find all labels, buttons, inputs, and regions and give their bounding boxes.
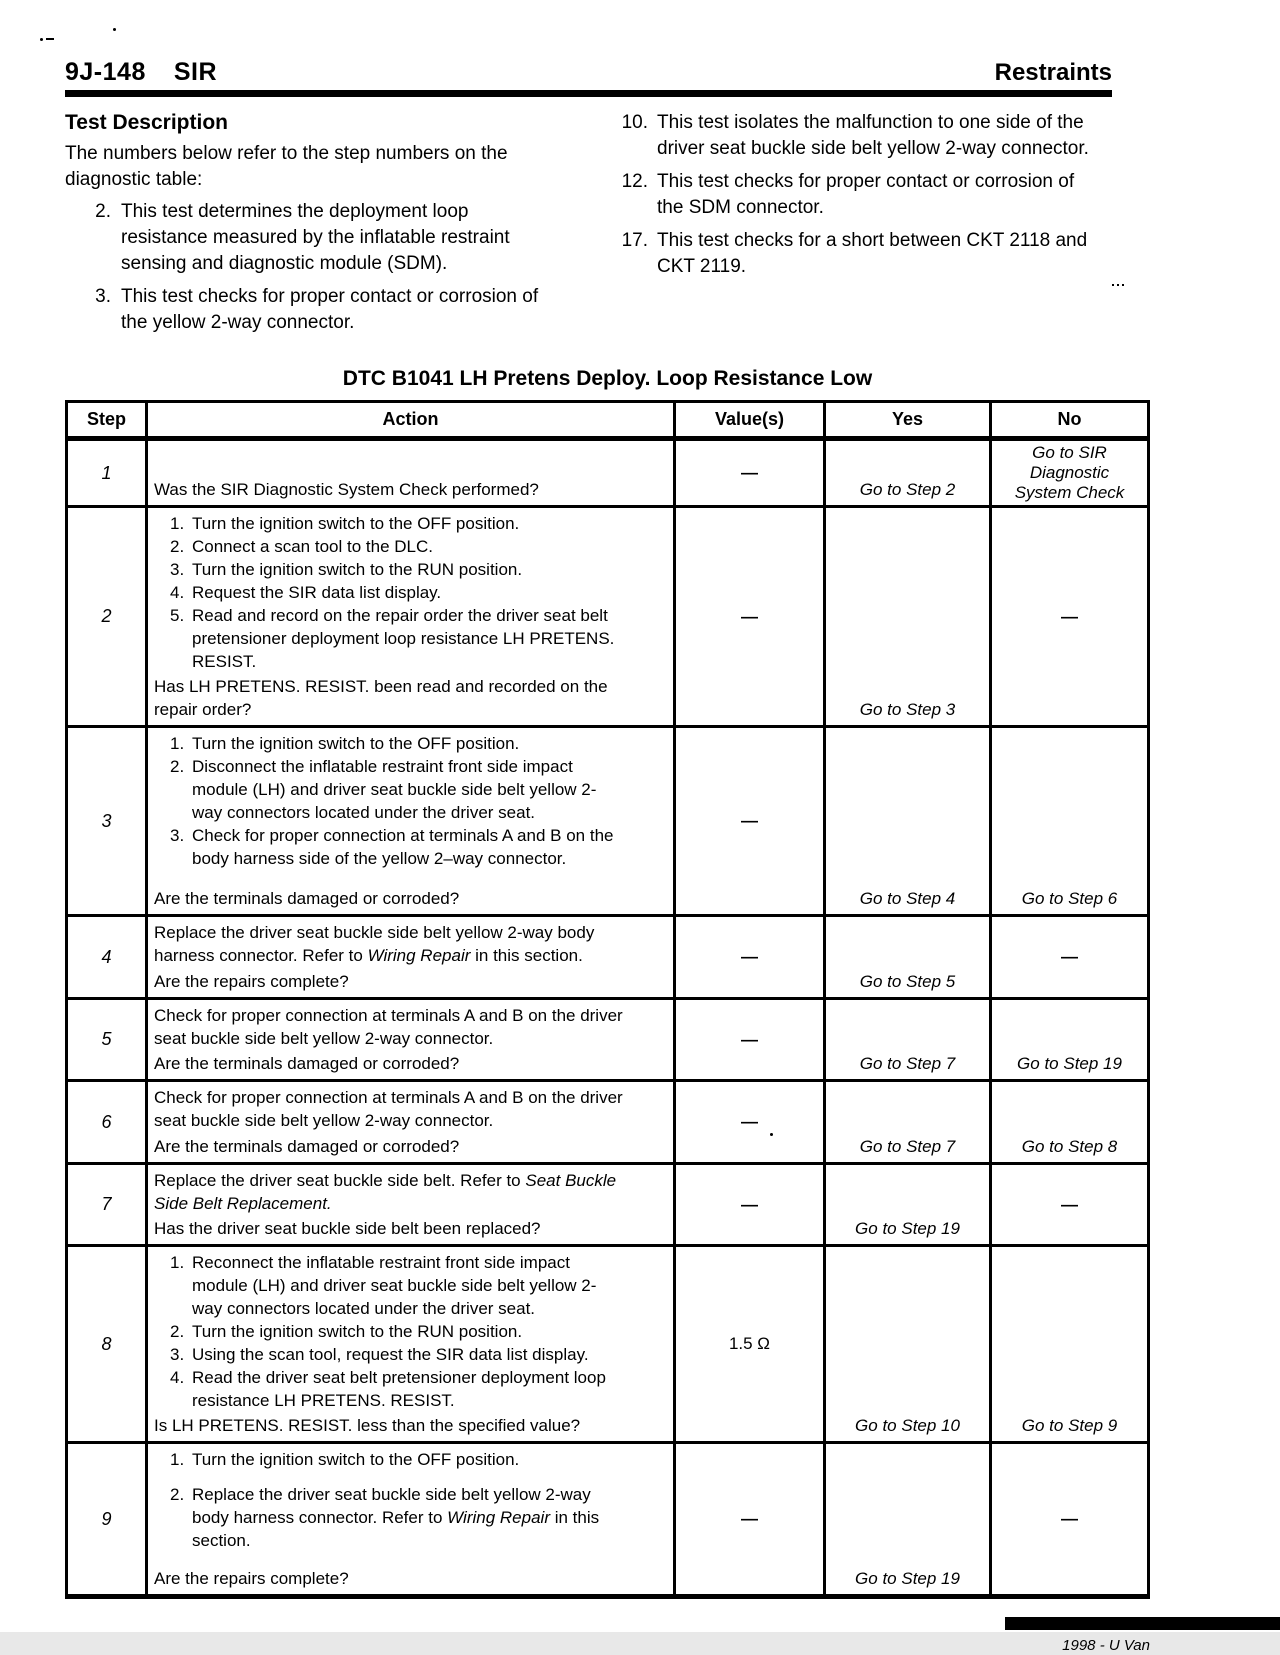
table-row (68, 1441, 1147, 1594)
diagnostic-table (65, 400, 1150, 1599)
action-step-item (170, 1251, 625, 1320)
step-number: 8 (101, 1333, 112, 1354)
step-cell (68, 441, 145, 505)
description-item (618, 169, 1150, 221)
no-cell (989, 1082, 1147, 1162)
item-text: Turn the ignition switch to the RUN position. (192, 1322, 523, 1341)
table-row (68, 914, 1147, 997)
step-number: 1 (101, 462, 112, 483)
step-number: 5 (101, 1029, 112, 1049)
yes-text: Go to Step 2 (859, 480, 956, 499)
page-content (65, 0, 1150, 1655)
value-dash: — (741, 1194, 758, 1214)
yes-text: Go to Step 7 (859, 1054, 956, 1073)
item-text-part: Replace the driver seat buckle side belt yellow 2-way body harness connector. Refer to (192, 1485, 591, 1527)
no-cell (989, 728, 1147, 914)
value-dash: — (741, 1112, 758, 1131)
action-step-item (170, 1320, 625, 1343)
action-text: Check for proper connection at terminals A and B on the driver seat buckle side belt yellow 2-way connector. (154, 1006, 623, 1048)
table-header-row (68, 403, 1147, 438)
value-dash: — (741, 463, 758, 482)
item-number: 4. (170, 583, 185, 602)
action-step-item (170, 824, 625, 870)
item-number: 17. (621, 230, 648, 251)
action-cell (145, 508, 673, 725)
no-dash: — (1061, 947, 1078, 966)
description-item (618, 110, 1150, 162)
test-description-heading: Test Description (65, 111, 228, 134)
action-step-item (170, 604, 625, 673)
no-text: Go to Step 19 (1017, 1054, 1122, 1073)
action-step-item (170, 558, 625, 581)
action-question: Has the driver seat buckle side belt been replaced? (154, 1219, 541, 1238)
yes-text: Go to Step 19 (855, 1219, 960, 1238)
item-number: 1. (170, 514, 185, 533)
item-text: This test determines the deployment loop resistance measured by the inflatable restraint sensing and diagnostic module (SDM). (121, 201, 510, 274)
action-step-item (170, 1448, 625, 1471)
test-description-section (65, 110, 1150, 343)
action-step-item (170, 581, 625, 604)
item-text: Turn the ignition switch to the OFF position. (192, 1450, 520, 1469)
step-cell (68, 728, 145, 914)
action-text-italic: Wiring Repair (367, 946, 471, 965)
step-cell (68, 1082, 145, 1162)
item-number: 2. (170, 1322, 185, 1341)
yes-cell (823, 728, 989, 914)
no-cell (989, 917, 1147, 997)
item-number: 10. (621, 112, 648, 133)
step-cell (68, 1165, 145, 1244)
header-rule (65, 90, 1112, 97)
yes-cell (823, 1444, 989, 1594)
yes-cell (823, 1082, 989, 1162)
item-text: Read the driver seat belt pretensioner deployment loop resistance LH PRETENS. RESIST. (192, 1368, 606, 1410)
no-text: Go to Step 9 (1021, 1416, 1118, 1435)
scan-artifact (46, 38, 54, 40)
action-step-item (170, 1366, 625, 1412)
no-dash: — (1061, 606, 1078, 626)
value-cell (673, 917, 823, 997)
item-text: Check for proper connection at terminals A and B on the body harness side of the yellow 2–way connector. (192, 826, 614, 868)
action-text (154, 921, 625, 967)
yes-text: Go to Step 7 (859, 1137, 956, 1156)
item-number: 2. (170, 1485, 185, 1504)
action-cell (145, 1247, 673, 1441)
action-text-part: in this section. (470, 946, 583, 965)
page-header (65, 58, 1112, 87)
action-question: Are the repairs complete? (154, 972, 349, 991)
value-cell (673, 1444, 823, 1594)
no-cell (989, 508, 1147, 725)
item-text (192, 1483, 620, 1552)
item-text: Turn the ignition switch to the OFF position. (192, 514, 520, 533)
value-cell (673, 508, 823, 725)
item-text: This test isolates the malfunction to one side of the driver seat buckle side belt yellow 2-way connector. (657, 112, 1089, 159)
item-text: Request the SIR data list display. (192, 583, 442, 602)
value-cell (673, 1000, 823, 1079)
action-cell (145, 728, 673, 914)
action-text-italic: Seat Buckle Side Belt Replacement. (154, 1171, 617, 1213)
action-text-part: Replace the driver seat buckle side belt. Refer to (154, 1171, 526, 1190)
section-title: SIR (173, 58, 218, 86)
item-number: 2. (170, 537, 185, 556)
column-header-step: Step (86, 409, 126, 429)
description-left-column (65, 110, 618, 343)
table-row (68, 997, 1147, 1079)
yes-text: Go to Step 5 (859, 972, 956, 991)
step-number: 3 (101, 810, 112, 831)
scan-artifact (770, 1133, 773, 1136)
table-row (68, 1162, 1147, 1244)
item-number: 2. (170, 757, 185, 776)
item-text: Connect a scan tool to the DLC. (192, 537, 433, 556)
value-dash: — (741, 947, 758, 966)
value-dash: — (741, 606, 758, 626)
action-question: Has LH PRETENS. RESIST. been read and recorded on the repair order? (154, 677, 608, 719)
item-number: 4. (170, 1368, 185, 1387)
action-cell (145, 1000, 673, 1079)
value-dash: — (741, 1509, 758, 1528)
edition-label: 1998 - U Van (1062, 1637, 1150, 1654)
action-step-item (170, 512, 625, 535)
yes-cell (823, 917, 989, 997)
no-cell (989, 441, 1147, 505)
table-row (68, 1079, 1147, 1162)
scan-artifact (1117, 284, 1119, 286)
item-number: 1. (170, 1253, 185, 1272)
action-question: Are the terminals damaged or corroded? (154, 1054, 460, 1073)
yes-text: Go to Step 10 (855, 1416, 960, 1435)
table-title: DTC B1041 LH Pretens Deploy. Loop Resistance Low (342, 367, 873, 390)
value-cell (673, 441, 823, 505)
no-cell (989, 1247, 1147, 1441)
yes-cell (823, 1000, 989, 1079)
action-cell (145, 441, 673, 505)
item-number: 1. (170, 1450, 185, 1469)
yes-cell (823, 441, 989, 505)
action-step-item (170, 535, 625, 558)
value-text: 1.5 Ω (728, 1334, 771, 1353)
action-question: Are the terminals damaged or corroded? (154, 889, 460, 908)
step-cell (68, 1000, 145, 1079)
step-cell (68, 1247, 145, 1441)
column-header-yes: Yes (823, 403, 989, 436)
yes-cell (823, 1165, 989, 1244)
item-text: This test checks for proper contact or corrosion of the SDM connector. (657, 171, 1075, 218)
page-header-left (65, 58, 217, 87)
test-description-intro: The numbers below refer to the step numbers on the diagnostic table: (65, 143, 508, 190)
item-text: Read and record on the repair order the driver seat belt pretensioner deployment loop resistance LH PRETENS. RESIST. (192, 606, 615, 671)
action-question: Are the repairs complete? (154, 1569, 349, 1588)
action-step-item (170, 755, 625, 824)
value-dash: — (741, 1029, 758, 1049)
item-text: Disconnect the inflatable restraint front side impact module (LH) and driver seat buckle side belt yellow 2-way connectors located under the driver seat. (192, 757, 597, 822)
scan-artifact (1122, 284, 1124, 286)
item-text-italic: Wiring Repair (447, 1508, 550, 1527)
item-number: 3. (170, 560, 185, 579)
description-item (85, 199, 618, 277)
column-header-value: Value(s) (673, 403, 823, 436)
scan-bar (1005, 1617, 1280, 1630)
action-cell (145, 1165, 673, 1244)
no-cell (989, 1444, 1147, 1594)
table-row (68, 438, 1147, 505)
step-cell (68, 917, 145, 997)
page-number: 9J-148 (65, 58, 146, 86)
scan-artifact (113, 28, 116, 31)
item-text: Reconnect the inflatable restraint front side impact module (LH) and driver seat buckle side belt yellow 2-way connectors located under the driver seat. (192, 1253, 597, 1318)
scan-artifact (1112, 284, 1114, 286)
action-step-item (170, 1343, 625, 1366)
yes-cell (823, 508, 989, 725)
step-number: 4 (101, 946, 112, 967)
no-text-line: Go to SIR (1032, 443, 1107, 462)
column-header-action: Action (145, 403, 673, 436)
yes-text: Go to Step 3 (859, 700, 956, 719)
no-dash: — (1061, 1194, 1078, 1214)
yes-text: Go to Step 4 (859, 889, 956, 908)
action-question: Was the SIR Diagnostic System Check performed? (154, 480, 539, 499)
column-header-no: No (989, 403, 1147, 436)
value-cell (673, 728, 823, 914)
value-cell (673, 1082, 823, 1162)
item-text: Using the scan tool, request the SIR data list display. (192, 1345, 589, 1364)
item-text: This test checks for proper contact or corrosion of the yellow 2-way connector. (121, 286, 539, 333)
no-cell (989, 1165, 1147, 1244)
action-text: Check for proper connection at terminals A and B on the driver seat buckle side belt yellow 2-way connector. (154, 1088, 623, 1130)
item-text: This test checks for a short between CKT 2118 and CKT 2119. (657, 230, 1088, 277)
no-text: Go to Step 6 (1021, 889, 1118, 908)
description-item (85, 284, 618, 336)
table-row (68, 1244, 1147, 1441)
item-number: 3. (170, 826, 185, 845)
item-text: Turn the ignition switch to the OFF position. (192, 734, 520, 753)
page-footer (65, 1637, 1150, 1655)
no-text-line: System Check (1014, 483, 1125, 502)
action-step-item (170, 732, 625, 755)
no-cell (989, 1000, 1147, 1079)
step-number: 2 (101, 606, 112, 626)
step-number: 6 (101, 1111, 112, 1132)
action-cell (145, 1082, 673, 1162)
item-number: 3. (95, 286, 111, 307)
description-item (618, 228, 1150, 280)
item-number: 2. (95, 201, 111, 222)
no-text: Go to Step 8 (1021, 1137, 1118, 1156)
step-number: 9 (101, 1508, 112, 1529)
no-dash: — (1061, 1509, 1078, 1528)
item-text: Turn the ignition switch to the RUN position. (192, 560, 523, 579)
no-text-line: Diagnostic (1029, 463, 1110, 482)
item-number: 1. (170, 734, 185, 753)
step-cell (68, 1444, 145, 1594)
action-text (154, 1169, 625, 1215)
description-right-column (618, 110, 1150, 343)
item-number: 12. (621, 171, 648, 192)
step-cell (68, 508, 145, 725)
scan-artifact (40, 38, 43, 41)
table-row (68, 725, 1147, 914)
yes-text: Go to Step 19 (855, 1569, 960, 1588)
step-number: 7 (101, 1194, 112, 1214)
table-row (68, 505, 1147, 725)
value-dash: — (741, 811, 758, 830)
chapter-title: Restraints (994, 59, 1112, 86)
action-question: Are the terminals damaged or corroded? (154, 1137, 460, 1156)
item-number: 5. (170, 606, 185, 625)
value-cell (673, 1247, 823, 1441)
item-number: 3. (170, 1345, 185, 1364)
item-text-part: in this section. (192, 1508, 600, 1550)
value-cell (673, 1165, 823, 1244)
action-step-item (170, 1483, 625, 1552)
yes-cell (823, 1247, 989, 1441)
action-question: Is LH PRETENS. RESIST. less than the specified value? (154, 1416, 581, 1435)
action-text-part: Replace the driver seat buckle side belt yellow 2-way body harness connector. Refer to (154, 923, 595, 965)
action-cell (145, 917, 673, 997)
action-cell (145, 1444, 673, 1594)
